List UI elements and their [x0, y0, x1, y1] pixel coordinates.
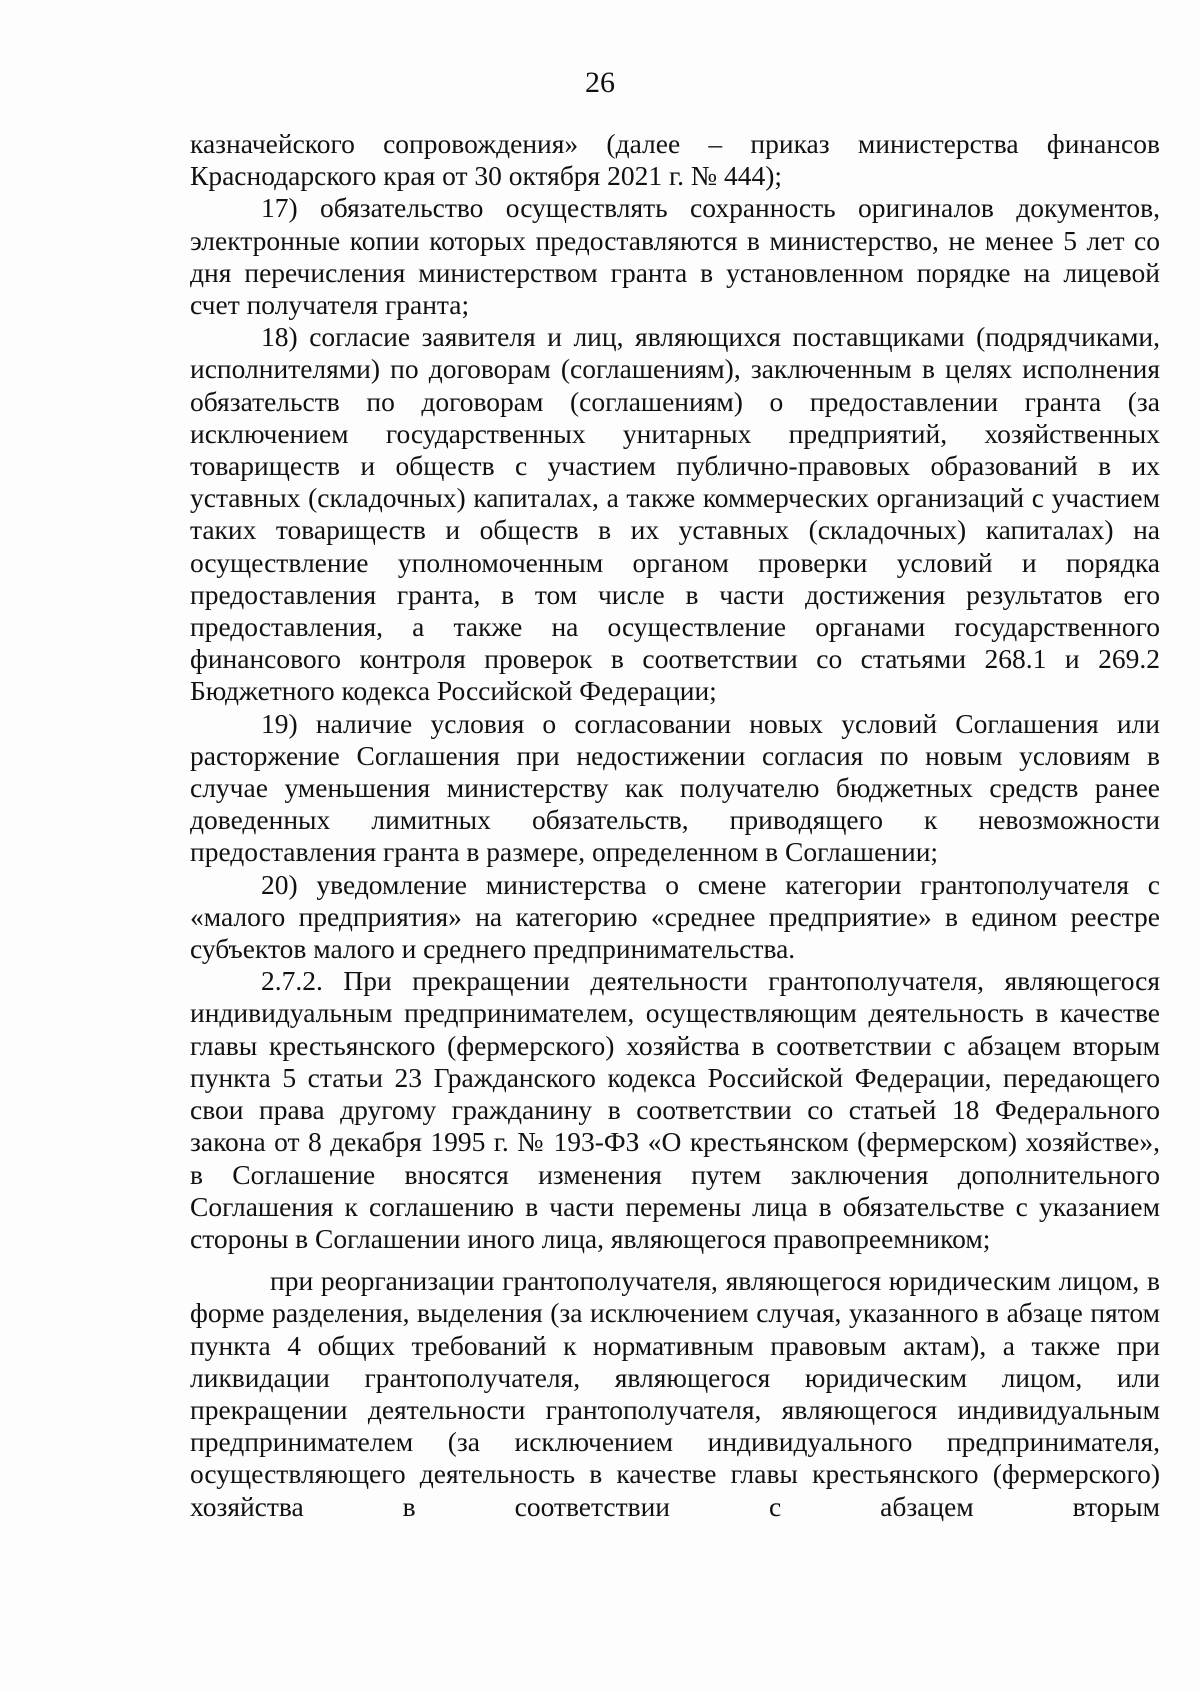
paragraph-item-17: 17) обязательство осуществлять сохранность оригиналов документов, электронные копии которых предоставляются в министерство, не менее 5 лет со дня перечисления министерством гранта в установленном порядке на лицевой счет получателя гранта; [190, 192, 1160, 321]
paragraph-reorganization: при реорганизации грантополучателя, являющегося юридическим лицом, в форме разделения, выделения (за исключением случая, указанного в абзаце пятом пункта 4 общих требований к нормативным правовым актам), а также при ликвидации грантополучателя, являющегося юридическим лицом, или прекращении деятельности грантополучателя, являющегося индивидуальным предпринимателем (за исключением индивидуального предпринимателя, осуществляющего деятельность в качестве главы крестьянского (фермерского) хозяйства в соответствии с абзацем вторым [190, 1265, 1160, 1522]
paragraph-item-18: 18) согласие заявителя и лиц, являющихся поставщиками (подрядчиками, исполнителями) по договорам (соглашениям), заключенным в целях исполнения обязательств по договорам (соглашениям) о предоставлении гранта (за исключением государственных унитарных предприятий, хозяйственных товариществ и обществ с участием публично-правовых образований в их уставных (складочных) капиталах, а также коммерческих организаций с участием таких товариществ и обществ в их уставных (складочных) капиталах) на осуществление уполномоченным органом проверки условий и порядка предоставления гранта, в том числе в части достижения результатов его предоставления, а также на осуществление органами государственного финансового контроля проверок в соответствии со статьями 268.1 и 269.2 Бюджетного кодекса Российской Федерации; [190, 321, 1160, 707]
paragraph-continuation: казначейского сопровождения» (далее – приказ министерства финансов Краснодарского края от 30 октября 2021 г. № 444); [190, 128, 1160, 192]
document-body [190, 128, 1160, 1523]
paragraph-item-19: 19) наличие условия о согласовании новых условий Соглашения или расторжение Соглашения при недостижении согласия по новым условиям в случае уменьшения министерству как получателю бюджетных средств ранее доведенных лимитных обязательств, приводящего к невозможности предоставления гранта в размере, определенном в Соглашении; [190, 707, 1160, 868]
paragraph-2-7-2: 2.7.2. При прекращении деятельности грантополучателя, являющегося индивидуальным предпринимателем, осуществляющим деятельность в качестве главы крестьянского (фермерского) хозяйства в соответствии с абзацем вторым пункта 5 статьи 23 Гражданского кодекса Российской Федерации, передающего свои права другому гражданину в соответствии со статьей 18 Федерального закона от 8 декабря 1995 г. № 193-ФЗ «О крестьянском (фермерском) хозяйстве», в Соглашение вносятся изменения путем заключения дополнительного Соглашения к соглашению в части перемены лица в обязательстве с указанием стороны в Соглашении иного лица, являющегося правопреемником; [190, 965, 1160, 1254]
page-number: 26 [585, 66, 615, 99]
paragraph-item-20: 20) уведомление министерства о смене категории грантополучателя с «малого предприятия» на категорию «среднее предприятие» в едином реестре субъектов малого и среднего предпринимательства. [190, 868, 1160, 965]
